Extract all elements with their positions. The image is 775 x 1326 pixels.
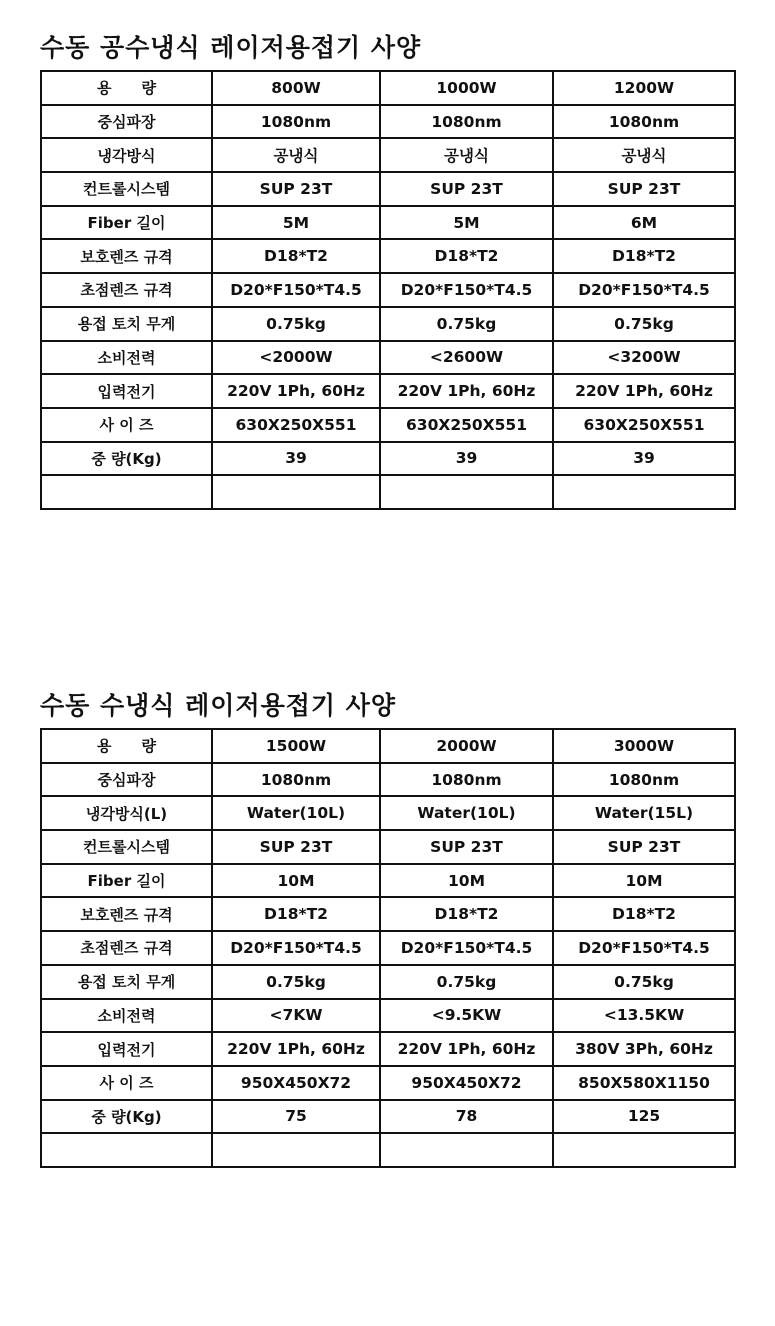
table-cell: 950X450X72 (380, 1066, 553, 1100)
air-cooled-spec-table (40, 70, 736, 510)
table-cell: D18*T2 (553, 239, 735, 273)
air-cooled-title: 수동 공수냉식 레이저용접기 사양 (40, 33, 422, 62)
table-row (41, 138, 735, 172)
table-row (41, 763, 735, 797)
row-label: 보호렌즈 규격 (41, 239, 212, 273)
row-label: 소비전력 (41, 341, 212, 375)
table-cell: 630X250X551 (553, 408, 735, 442)
row-label: 컨트롤시스템 (41, 172, 212, 206)
table-cell: 1080nm (553, 105, 735, 139)
table-cell: 10M (553, 864, 735, 898)
table-cell: 1000W (380, 71, 553, 105)
table-row (41, 374, 735, 408)
table-cell: SUP 23T (212, 172, 380, 206)
row-label: 소비전력 (41, 999, 212, 1033)
row-label: 중심파장 (41, 105, 212, 139)
table-cell (212, 475, 380, 509)
table-row (41, 864, 735, 898)
table-row (41, 897, 735, 931)
table-cell: D20*F150*T4.5 (553, 273, 735, 307)
table-cell: 1080nm (553, 763, 735, 797)
row-label: 입력전기 (41, 374, 212, 408)
table-cell: 39 (553, 442, 735, 476)
row-label: 용 량 (41, 729, 212, 763)
table-row (41, 475, 735, 509)
table-row (41, 830, 735, 864)
table-cell: D20*F150*T4.5 (212, 931, 380, 965)
table-cell: <3200W (553, 341, 735, 375)
row-label: 용 량 (41, 71, 212, 105)
table-cell: 0.75kg (212, 965, 380, 999)
table-cell: SUP 23T (212, 830, 380, 864)
row-label: 냉각방식 (41, 138, 212, 172)
table-cell: 220V 1Ph, 60Hz (212, 1032, 380, 1066)
row-label: 용접 토치 무게 (41, 965, 212, 999)
table-row (41, 105, 735, 139)
table-cell: 6M (553, 206, 735, 240)
table-cell: 125 (553, 1100, 735, 1134)
table-cell: 10M (380, 864, 553, 898)
row-label: 보호렌즈 규격 (41, 897, 212, 931)
row-label: 중심파장 (41, 763, 212, 797)
table-cell: <13.5KW (553, 999, 735, 1033)
water-cooled-spec-table (40, 728, 736, 1168)
table-row (41, 273, 735, 307)
row-label: 중 량(Kg) (41, 442, 212, 476)
table-cell: 39 (212, 442, 380, 476)
table-row (41, 172, 735, 206)
table-row (41, 1066, 735, 1100)
table-cell (380, 475, 553, 509)
table-cell: 10M (212, 864, 380, 898)
table-cell: <7KW (212, 999, 380, 1033)
table-cell: <2600W (380, 341, 553, 375)
table-row (41, 999, 735, 1033)
row-label: 입력전기 (41, 1032, 212, 1066)
table-row (41, 729, 735, 763)
table-cell (553, 1133, 735, 1167)
table-cell: 1500W (212, 729, 380, 763)
table-cell: 5M (212, 206, 380, 240)
table-cell: 5M (380, 206, 553, 240)
table-cell: Water(15L) (553, 796, 735, 830)
row-label: 초점렌즈 규격 (41, 931, 212, 965)
table-cell: D20*F150*T4.5 (553, 931, 735, 965)
row-label: 냉각방식(L) (41, 796, 212, 830)
table-cell: Water(10L) (212, 796, 380, 830)
table-cell: 800W (212, 71, 380, 105)
table-row (41, 796, 735, 830)
table-cell: 220V 1Ph, 60Hz (212, 374, 380, 408)
water-cooled-title: 수동 수냉식 레이저용접기 사양 (40, 691, 397, 720)
table-cell: 380V 3Ph, 60Hz (553, 1032, 735, 1066)
table-cell: 1080nm (380, 763, 553, 797)
row-label (41, 1133, 212, 1167)
table-row (41, 408, 735, 442)
table-cell: D18*T2 (212, 239, 380, 273)
table-cell: 0.75kg (553, 307, 735, 341)
table-row (41, 1032, 735, 1066)
table-cell: 0.75kg (380, 965, 553, 999)
table-cell: 3000W (553, 729, 735, 763)
row-label: 중 량(Kg) (41, 1100, 212, 1134)
table-cell: 1080nm (212, 763, 380, 797)
table-cell: 39 (380, 442, 553, 476)
row-label (41, 475, 212, 509)
table-cell: SUP 23T (553, 830, 735, 864)
table-cell: <9.5KW (380, 999, 553, 1033)
table-cell: 850X580X1150 (553, 1066, 735, 1100)
table-cell: 1200W (553, 71, 735, 105)
table-cell: D18*T2 (380, 897, 553, 931)
table-cell: D20*F150*T4.5 (212, 273, 380, 307)
row-label: 초점렌즈 규격 (41, 273, 212, 307)
table-cell: D18*T2 (553, 897, 735, 931)
table-cell: 950X450X72 (212, 1066, 380, 1100)
row-label: 사 이 즈 (41, 408, 212, 442)
table-cell: 공냉식 (212, 138, 380, 172)
table-cell: 75 (212, 1100, 380, 1134)
table-cell: D18*T2 (212, 897, 380, 931)
table-cell: 220V 1Ph, 60Hz (380, 1032, 553, 1066)
table-cell: 220V 1Ph, 60Hz (553, 374, 735, 408)
table-cell: Water(10L) (380, 796, 553, 830)
table-cell: 공냉식 (380, 138, 553, 172)
table-cell: 0.75kg (212, 307, 380, 341)
table-row (41, 341, 735, 375)
row-label: Fiber 길이 (41, 206, 212, 240)
table-cell: SUP 23T (380, 172, 553, 206)
table-cell: 1080nm (380, 105, 553, 139)
table-cell: 0.75kg (380, 307, 553, 341)
table-cell: 공냉식 (553, 138, 735, 172)
row-label: 사 이 즈 (41, 1066, 212, 1100)
table-row (41, 307, 735, 341)
table-cell: 2000W (380, 729, 553, 763)
table-cell: D20*F150*T4.5 (380, 273, 553, 307)
table-row (41, 931, 735, 965)
table-row (41, 1100, 735, 1134)
row-label: 용접 토치 무게 (41, 307, 212, 341)
table-cell (380, 1133, 553, 1167)
table-cell: <2000W (212, 341, 380, 375)
row-label: Fiber 길이 (41, 864, 212, 898)
table-cell: 0.75kg (553, 965, 735, 999)
table-cell (212, 1133, 380, 1167)
row-label: 컨트롤시스템 (41, 830, 212, 864)
table-cell: D20*F150*T4.5 (380, 931, 553, 965)
table-row (41, 206, 735, 240)
table-cell: 630X250X551 (380, 408, 553, 442)
table-row (41, 442, 735, 476)
table-cell: D18*T2 (380, 239, 553, 273)
table-cell: 220V 1Ph, 60Hz (380, 374, 553, 408)
table-cell: SUP 23T (553, 172, 735, 206)
table-cell: 78 (380, 1100, 553, 1134)
table-cell: 630X250X551 (212, 408, 380, 442)
table-row (41, 965, 735, 999)
table-row (41, 71, 735, 105)
table-cell: SUP 23T (380, 830, 553, 864)
table-row (41, 239, 735, 273)
table-cell (553, 475, 735, 509)
table-row (41, 1133, 735, 1167)
table-cell: 1080nm (212, 105, 380, 139)
